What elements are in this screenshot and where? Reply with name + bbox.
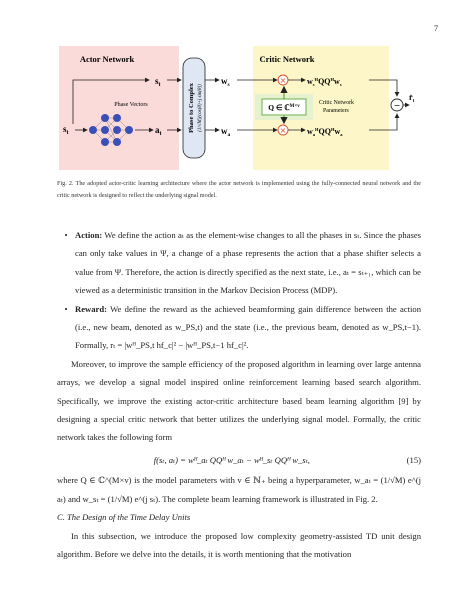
svg-text:−: − xyxy=(393,101,401,110)
paragraph-where: where Q ∈ ℂ^(M×v) is the model parameters with v ∈ ℕ₊ being a hyperparameter, w_aₜ = (1/√M) e^(j aₜ) and w_sₜ = (1/√M) e^(j sₜ). The complete beam learning framework is illustrated in Fig. 2. xyxy=(57,475,421,504)
subtract-icon xyxy=(391,99,403,111)
ws-label: $w_s$ xyxy=(221,76,230,88)
bullet-reward-text: We define the reward as the achieved beamforming gain difference between the action (i.e., new beam, denoted as w_PS,t) and the state (i.e., the previous beam, denoted as w_PS,t−1). Formally, rₜ = |wᴴ_PS,t hf_c|² − |wᴴ_PS,t−1 hf_c|². xyxy=(75,303,421,351)
svg-text:×: × xyxy=(279,76,287,85)
body-text xyxy=(57,226,421,563)
bullet-reward xyxy=(57,300,421,355)
reward-estimate-label: $r̂_t$ xyxy=(409,93,415,104)
phase-formula: (1/√M)(cos(θ)+j sin(θ)) xyxy=(198,84,203,132)
phase-to-complex-label: Phase to Complex xyxy=(188,83,195,133)
equation-15 xyxy=(57,451,421,469)
multiply-bottom-icon xyxy=(278,125,288,135)
input-state-label: $s_t$ xyxy=(63,124,69,136)
q-label: Q ∈ ℂ$^{M\times v}$ xyxy=(268,103,300,112)
section-title: C. The Design of the Time Delay Units xyxy=(57,512,191,523)
paragraph-td-intro: In this subsection, we introduce the proposed low complexity geometry-assisted TD unit design algorithm. Before we delve into the details, it is worth mentioning that the motivation xyxy=(57,530,421,559)
state-label: $s_t$ xyxy=(155,76,161,88)
multiply-top-icon xyxy=(278,75,288,85)
equation-body: f(sₜ, aₜ) = wᴴ_aₜ QQᴴ w_aₜ − wᴴ_sₜ QQᴴ w_sₜ, xyxy=(153,454,310,465)
bullet-action-title: Action: xyxy=(75,230,103,240)
bullet-reward-title: Reward: xyxy=(75,303,107,314)
bullet-dot: • xyxy=(64,230,68,240)
critic-title: Critic Network xyxy=(259,54,315,64)
quad-top-label: $w_s^HQQ^Hw_s$ xyxy=(307,77,342,87)
quad-bottom-label: $w_a^HQQ^Hw_a$ xyxy=(307,127,343,137)
figure-actor-critic xyxy=(57,44,421,172)
paragraph-critic-intro: Moreover, to improve the sample efficiency of the proposed algorithm in learning over large antenna arrays, we develop a signal model inspired online reinforcement learning based search algorithm. Specifically, we improve the existing actor-critic architecture based beam learning algorithm [9] by designing a special critic network that better utilizes the underlying signal model. Formally, the critic network takes the following form xyxy=(57,358,421,443)
actor-bg xyxy=(59,46,179,170)
equation-number: (15) xyxy=(406,454,421,465)
actor-title: Actor Network xyxy=(79,54,135,64)
actor-critic-diagram xyxy=(57,44,421,172)
phase-vectors-label: Phase Vectors xyxy=(114,102,148,108)
critic-params-line2: Parameters xyxy=(323,108,349,114)
page-number: 7 xyxy=(434,24,438,33)
bullet-dot: • xyxy=(64,303,68,314)
bullet-action xyxy=(57,226,421,300)
bullet-action-text: We define the action aₜ as the element-wise changes to all the phases in sₜ. Since the phases can only take values in Ψ, a change of a phase represents the action that a phase shifter selects a value from Ψ. Therefore, the action is directly specified as the next state, i.e., aₜ = sₜ₊₁, which can be viewed as a deterministic transition in the Markov Decision Process (MDP). xyxy=(75,230,421,296)
critic-params-line1: Critic Network xyxy=(319,100,354,106)
figure-caption: Fig. 2. The adopted actor-critic learning architecture where the actor network is implemented using the fully-connected neural network and the critic network is designed to reflect the underlying signal model. xyxy=(57,180,421,199)
wa-label: $w_a$ xyxy=(221,126,231,138)
action-label: $a_t$ xyxy=(155,125,162,137)
svg-text:×: × xyxy=(279,126,287,135)
